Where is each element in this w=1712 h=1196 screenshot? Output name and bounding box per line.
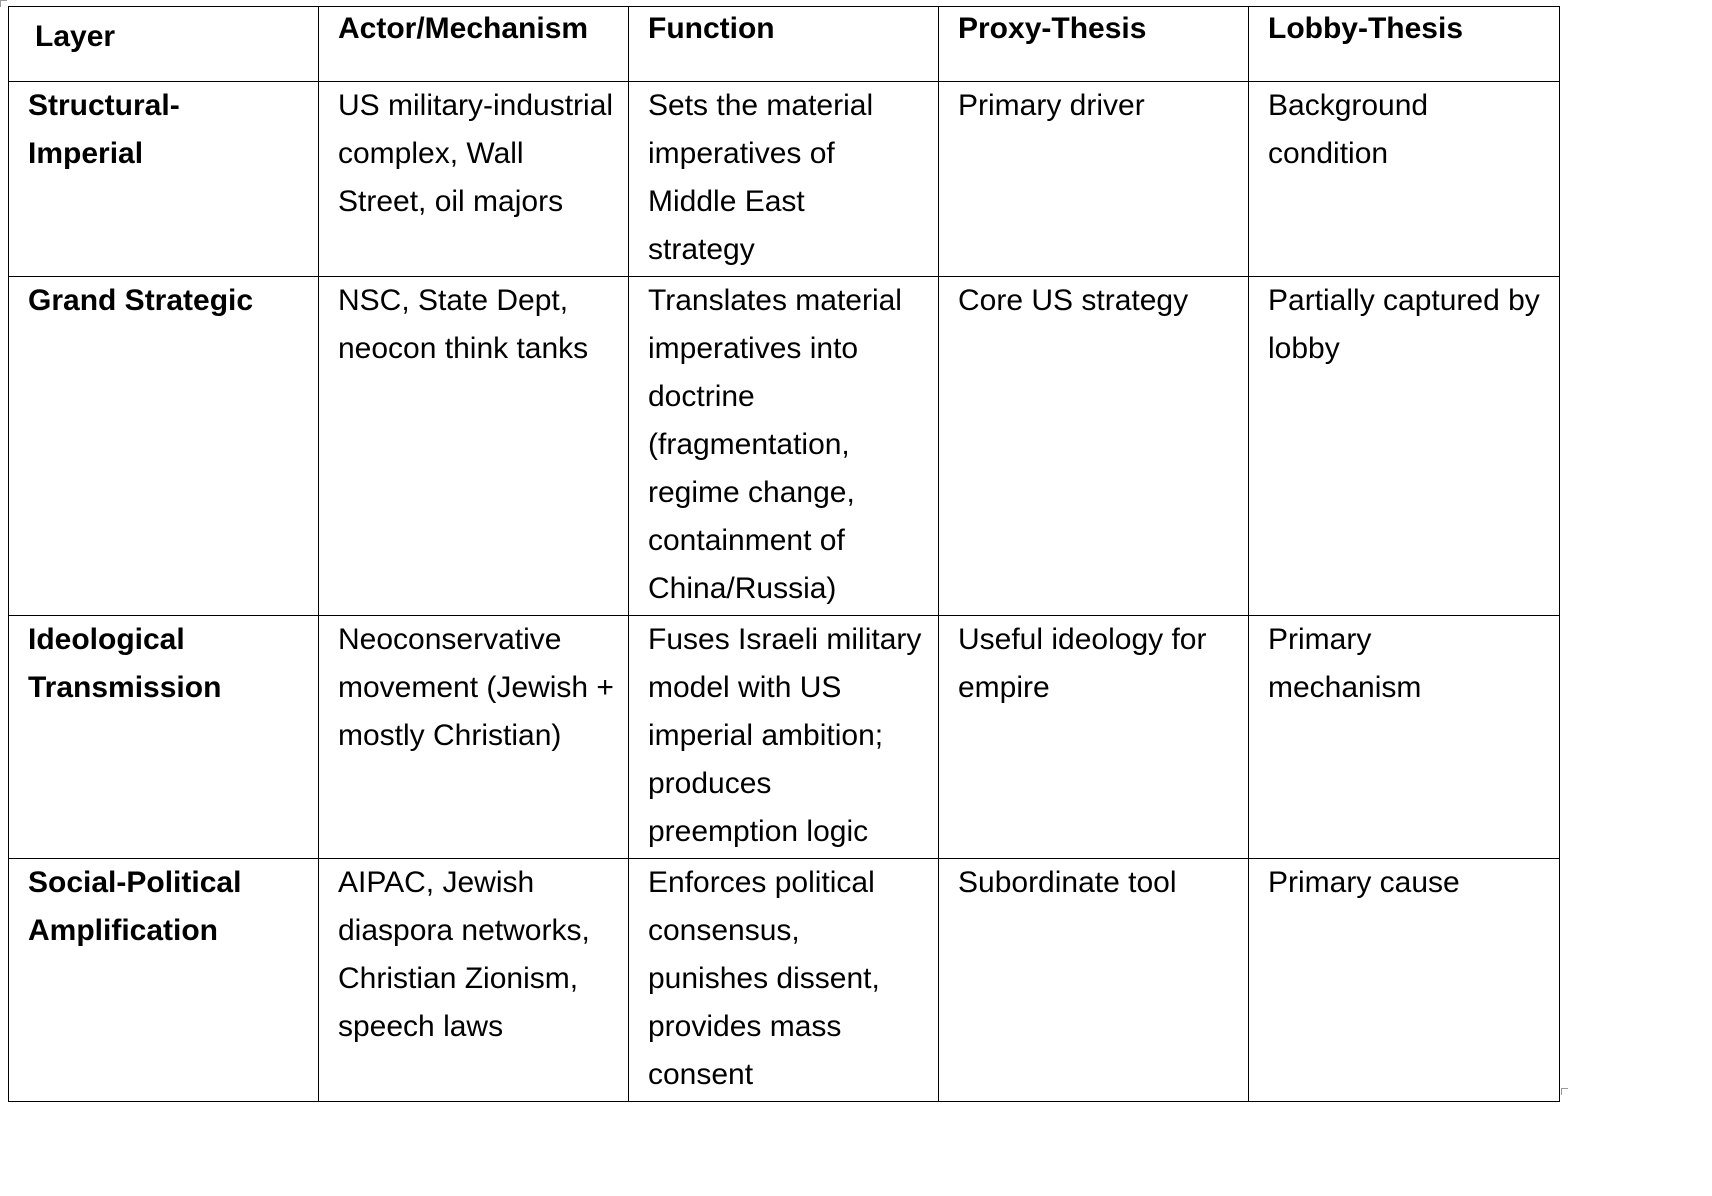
cell-proxy: Useful ideology for empire	[939, 616, 1249, 859]
table-header-row	[9, 7, 1560, 82]
cell-function: Fuses Israeli military model with US imperial ambition; produces preemption logic	[629, 616, 939, 859]
table-row	[9, 859, 1560, 1102]
cell-function: Enforces political consensus, punishes dissent, provides mass consent	[629, 859, 939, 1102]
cell-lobby: Partially captured by lobby	[1249, 277, 1560, 616]
cell-layer: Grand Strategic	[9, 277, 319, 616]
cell-actor: AIPAC, Jewish diaspora networks, Christian Zionism, speech laws	[319, 859, 629, 1102]
cell-actor: NSC, State Dept, neocon think tanks	[319, 277, 629, 616]
header-proxy-thesis: Proxy-Thesis	[939, 7, 1249, 82]
cell-actor: US military-industrial complex, Wall Street, oil majors	[319, 82, 629, 277]
comparison-table	[8, 6, 1560, 1102]
header-actor-mechanism: Actor/Mechanism	[319, 7, 629, 82]
cell-lobby: Primary cause	[1249, 859, 1560, 1102]
cell-actor: Neoconservative movement (Jewish + mostly Christian)	[319, 616, 629, 859]
cell-proxy: Subordinate tool	[939, 859, 1249, 1102]
cell-function: Translates material imperatives into doctrine (fragmentation, regime change, containment of China/Russia)	[629, 277, 939, 616]
page-corner-mark-bottom-right	[1561, 1088, 1568, 1095]
cell-layer: Social-Political Amplification	[9, 859, 319, 1102]
table-row	[9, 277, 1560, 616]
header-lobby-thesis: Lobby-Thesis	[1249, 7, 1560, 82]
cell-function: Sets the material imperatives of Middle East strategy	[629, 82, 939, 277]
table-row	[9, 82, 1560, 277]
cell-proxy: Primary driver	[939, 82, 1249, 277]
page-corner-mark-top-left	[0, 0, 7, 7]
cell-proxy: Core US strategy	[939, 277, 1249, 616]
header-function: Function	[629, 7, 939, 82]
header-layer: Layer	[9, 7, 319, 82]
cell-layer: Structural-Imperial	[9, 82, 319, 277]
cell-lobby: Primary mechanism	[1249, 616, 1560, 859]
cell-layer: Ideological Transmission	[9, 616, 319, 859]
table-row	[9, 616, 1560, 859]
cell-lobby: Background condition	[1249, 82, 1560, 277]
